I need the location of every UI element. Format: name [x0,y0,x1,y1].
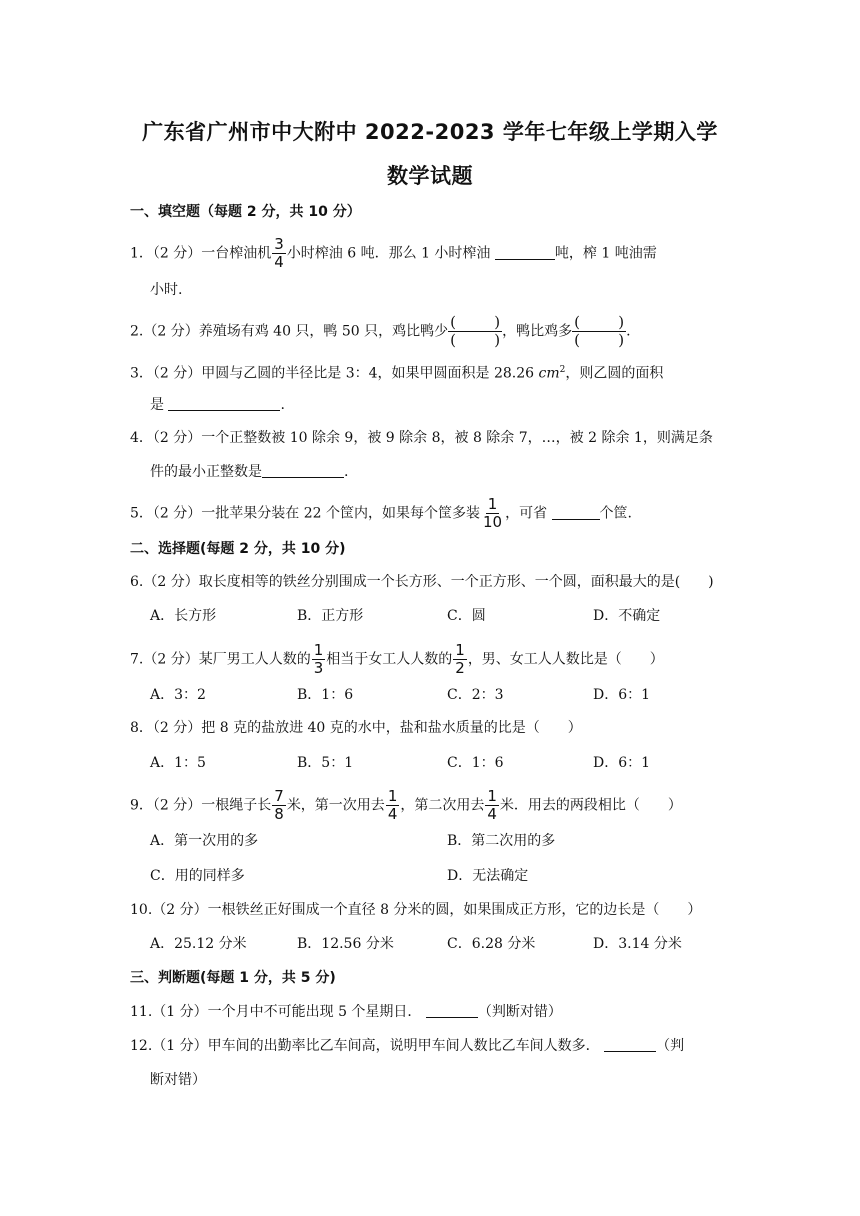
question-4-cont: 件的最小正整数是 . [150,460,348,484]
option-b[interactable]: B．正方形 [297,608,364,624]
answer-blank[interactable] [168,394,280,411]
section-true-false: 三、判断题(每题 1 分，共 5 分) [130,970,336,986]
question-1: 1．（2 分）一台榨油机 $\frac{3}{4}$ 小时榨油 6 吨．那么 1 小时榨油 吨，榨 1 吨油需 [130,235,657,271]
question-3: 3．（2 分）甲圆与乙圆的半径比是 3：4，如果甲圆面积是 28.26 $cm^2$，则乙圆的面积 [130,365,664,382]
question-7: 7.（2 分）某厂男工人人数的 $\frac{1}{3}$ 相当于女工人人数的 $\frac{1}{2}$ ，男、女工人人数比是（ ） [130,641,664,677]
answer-blank[interactable] [552,503,600,520]
option-b[interactable]: B．5：1 [297,755,354,771]
question-1-cont: 小时. [150,282,183,298]
option-a[interactable]: A．长方形 [150,608,217,624]
question-3-cont: 是 . [150,393,285,417]
option-c[interactable]: C．1：6 [447,755,504,771]
fraction: $\frac{1}{2}$ [455,641,465,677]
option-c[interactable]: C．2：3 [447,687,504,703]
question-4: 4．（2 分）一个正整数被 10 除余 9，被 9 除余 8，被 8 除余 7，…，被 2 除余 1，则满足条 [130,430,713,446]
fraction: $\frac{1}{4}$ [387,787,398,823]
fraction: $\frac{1}{3}$ [313,641,324,677]
answer-blank[interactable] [262,461,344,478]
option-b[interactable]: B．第二次用的多 [447,833,556,849]
option-b[interactable]: B．12.56 分米 [297,936,394,952]
fraction: $\frac{3}{4}$ [274,235,284,271]
option-a[interactable]: A．3：2 [150,687,206,703]
option-c[interactable]: C．6.28 分米 [447,936,536,952]
option-a[interactable]: A．第一次用的多 [150,833,259,849]
section-fill-in: 一、填空题（每题 2 分，共 10 分） [130,204,361,220]
option-d[interactable]: D．6：1 [593,687,651,703]
answer-blank[interactable] [604,1035,656,1052]
option-c[interactable]: C．圆 [447,608,486,624]
option-d[interactable]: D．6：1 [593,755,651,771]
question-8: 8．（2 分）把 8 克的盐放进 40 克的水中，盐和盐水质量的比是（ ） [130,720,582,736]
exam-title-line1: 广东省广州市中大附中 2022-2023 学年七年级上学期入学 [142,120,718,144]
option-d[interactable]: D．3.14 分米 [593,936,682,952]
question-6: 6.（2 分）取长度相等的铁丝分别围成一个长方形、一个正方形、一个圆，面积最大的是( ) [130,574,714,590]
fraction: $\frac{1}{10}$ [482,495,503,531]
answer-fraction-blank[interactable]: ( ) ( ) [574,313,625,349]
question-10: 10.（2 分）一根铁丝正好围成一个直径 8 分米的圆，如果围成正方形，它的边长是（ ） [130,902,702,918]
section-multiple-choice: 二、选择题(每题 2 分，共 10 分) [130,541,346,557]
option-b[interactable]: B．1：6 [297,687,354,703]
option-a[interactable]: A．1：5 [150,755,206,771]
answer-blank[interactable] [495,243,555,260]
question-2: 2.（2 分）养殖场有鸡 40 只，鸭 50 只，鸡比鸭少 ( ) ( ) ，鸭比鸡多 ( ) ( ) . [130,313,631,349]
question-5: 5．（2 分）一批苹果分装在 22 个筐内，如果每个筐多装 $\frac{1}{10}$ ，可省 个筐. [130,495,632,531]
fraction: $\frac{1}{4}$ [487,787,497,823]
option-d[interactable]: D．无法确定 [447,868,529,884]
answer-blank[interactable] [426,1001,478,1018]
question-12: 12.（1 分）甲车间的出勤率比乙车间高，说明甲车间人数比乙车间人数多． （判 [130,1034,684,1058]
question-11: 11.（1 分）一个月中不可能出现 5 个星期日． （判断对错） [130,1000,562,1024]
answer-fraction-blank[interactable]: ( ) ( ) [450,313,501,349]
fraction: $\frac{7}{8}$ [274,787,284,823]
option-c[interactable]: C．用的同样多 [150,868,245,884]
question-9: 9．（2 分）一根绳子长 $\frac{7}{8}$ 米，第一次用去 $\frac{1}{4}$ ，第二次用去 $\frac{1}{4}$ 米．用去的两段相比（ ） [130,787,682,823]
question-12-cont: 断对错） [150,1072,206,1088]
option-d[interactable]: D．不确定 [593,608,661,624]
option-a[interactable]: A．25.12 分米 [150,936,247,952]
exam-title-line2: 数学试题 [387,164,473,188]
